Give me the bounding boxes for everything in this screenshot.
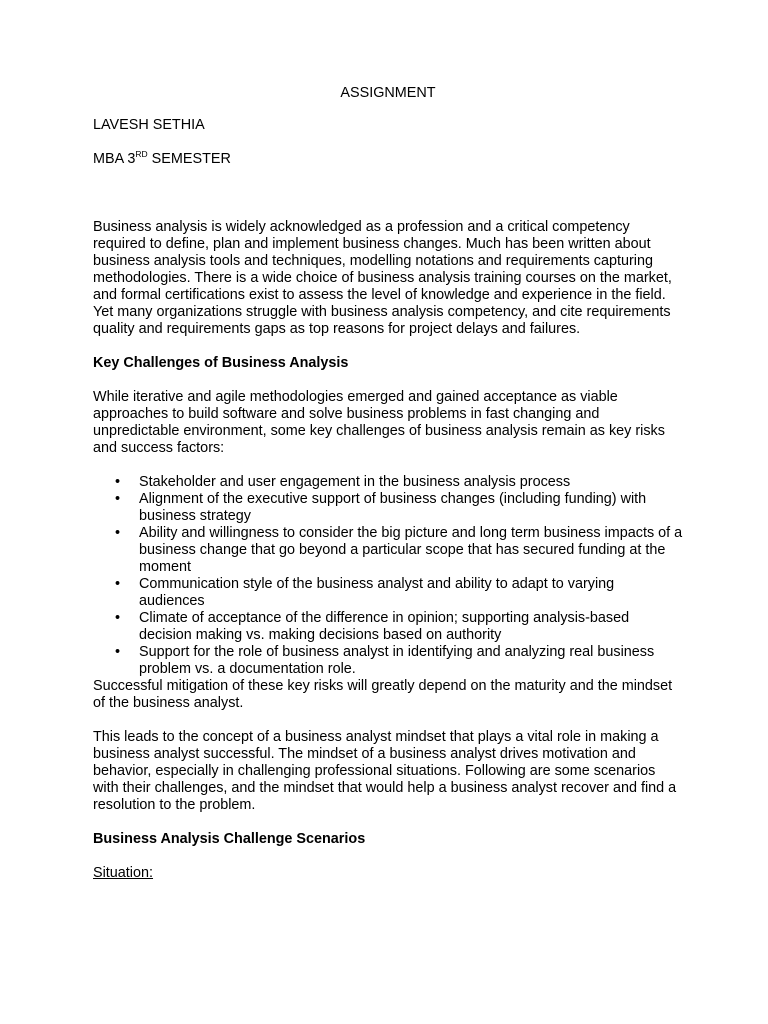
list-item bbox=[115, 610, 683, 644]
course-superscript: RD bbox=[135, 149, 148, 159]
list-item-text: Support for the role of business analyst in identifying and analyzing real business problem vs. a documentation role. bbox=[139, 644, 655, 677]
list-item bbox=[115, 474, 683, 491]
list-item bbox=[115, 491, 683, 525]
list-item bbox=[115, 644, 683, 678]
bullet-icon: • bbox=[115, 491, 121, 507]
intro-paragraph: Business analysis is widely acknowledged as a profession and a critical competency required to define, plan and implement business changes. Much has been written about business analysis tools and techniques, modelling notations and requirements capturing methodologies. There is a wide choice of business analysis training courses on the market, and formal certifications exist to assess the level of knowledge and experience in the field. Yet many organizations struggle with business analysis competency, and cite requirements quality and requirements gaps as top reasons for project delays and failures. bbox=[93, 219, 672, 337]
spacer bbox=[93, 185, 683, 219]
list-item-text: Climate of acceptance of the difference in opinion; supporting analysis-based decision making vs. making decisions based on authority bbox=[139, 610, 630, 643]
list-item bbox=[115, 576, 683, 610]
document-title: ASSIGNMENT bbox=[340, 85, 436, 101]
list-item-text: Alignment of the executive support of business changes (including funding) with business strategy bbox=[139, 491, 647, 524]
mitigation-paragraph: Successful mitigation of these key risks will greatly depend on the maturity and the mindset of the business analyst. bbox=[93, 678, 673, 711]
course-prefix: MBA 3 bbox=[93, 151, 136, 167]
author-name: LAVESH SETHIA bbox=[93, 117, 205, 133]
mindset-paragraph: This leads to the concept of a business analyst mindset that plays a vital role in making a business analyst successful. The mindset of a business analyst drives motivation and behavior, especially in challenging professional situations. Following are some scenarios with their challenges, and the mindset that would help a business analyst recover and find a resolution to the problem. bbox=[93, 729, 677, 813]
course-suffix: SEMESTER bbox=[147, 151, 231, 167]
course-line bbox=[93, 151, 683, 168]
situation-label: Situation: bbox=[93, 865, 154, 881]
challenges-intro-paragraph: While iterative and agile methodologies emerged and gained acceptance as viable approaches to build software and solve business problems in fast changing and unpredictable environment, some key challenges of business analysis remain as key risks and success factors: bbox=[93, 389, 665, 456]
challenges-list bbox=[93, 474, 683, 678]
list-item-text: Stakeholder and user engagement in the business analysis process bbox=[139, 474, 571, 490]
heading-key-challenges: Key Challenges of Business Analysis bbox=[93, 355, 349, 371]
list-item-text: Ability and willingness to consider the big picture and long term business impacts of a business change that go beyond a particular scope that has secured funding at the moment bbox=[139, 525, 683, 575]
list-item bbox=[115, 525, 683, 576]
heading-challenge-scenarios: Business Analysis Challenge Scenarios bbox=[93, 831, 366, 847]
bullet-icon: • bbox=[115, 644, 121, 660]
bullet-icon: • bbox=[115, 576, 121, 592]
list-item-text: Communication style of the business analyst and ability to adapt to varying audiences bbox=[139, 576, 615, 609]
bullet-icon: • bbox=[115, 610, 121, 626]
bullet-icon: • bbox=[115, 525, 121, 541]
document-page bbox=[93, 85, 683, 882]
bullet-icon: • bbox=[115, 474, 121, 490]
